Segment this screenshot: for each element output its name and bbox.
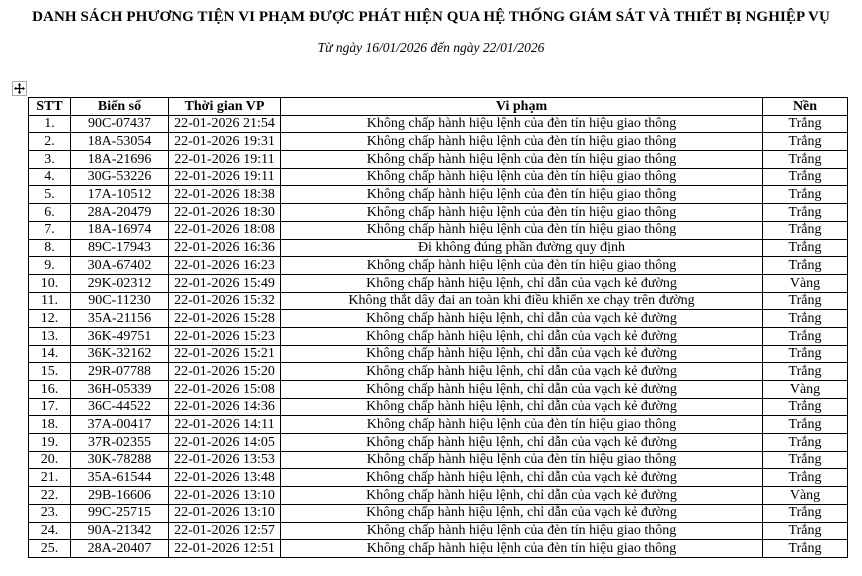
plate-cell: 30G-53226 bbox=[71, 168, 169, 186]
stt-cell: 21. bbox=[29, 469, 71, 487]
plate-color-cell: Trắng bbox=[763, 257, 848, 275]
table-row bbox=[29, 469, 848, 487]
time-cell: 22-01-2026 14:11 bbox=[169, 416, 281, 434]
time-cell: 22-01-2026 13:10 bbox=[169, 504, 281, 522]
plate-color-cell: Vàng bbox=[763, 381, 848, 399]
violation-cell: Không chấp hành hiệu lệnh của đèn tín hiệu giao thông bbox=[281, 540, 763, 558]
plate-color-cell: Trắng bbox=[763, 434, 848, 452]
plate-cell: 36H-05339 bbox=[71, 381, 169, 399]
table-row bbox=[29, 310, 848, 328]
table-row bbox=[29, 540, 848, 558]
move-arrows-icon bbox=[14, 83, 25, 94]
violation-cell: Không chấp hành hiệu lệnh của đèn tín hiệu giao thông bbox=[281, 151, 763, 169]
time-cell: 22-01-2026 18:08 bbox=[169, 221, 281, 239]
stt-cell: 13. bbox=[29, 327, 71, 345]
plate-cell: 90A-21342 bbox=[71, 522, 169, 540]
stt-cell: 4. bbox=[29, 168, 71, 186]
column-header-stt: STT bbox=[29, 98, 71, 116]
stt-cell: 5. bbox=[29, 186, 71, 204]
time-cell: 22-01-2026 15:23 bbox=[169, 327, 281, 345]
violation-cell: Không chấp hành hiệu lệnh của đèn tín hiệu giao thông bbox=[281, 451, 763, 469]
table-row bbox=[29, 504, 848, 522]
table-row bbox=[29, 204, 848, 222]
plate-color-cell: Trắng bbox=[763, 133, 848, 151]
plate-cell: 28A-20407 bbox=[71, 540, 169, 558]
stt-cell: 11. bbox=[29, 292, 71, 310]
time-cell: 22-01-2026 12:57 bbox=[169, 522, 281, 540]
stt-cell: 16. bbox=[29, 381, 71, 399]
table-row bbox=[29, 487, 848, 505]
time-cell: 22-01-2026 13:48 bbox=[169, 469, 281, 487]
stt-cell: 22. bbox=[29, 487, 71, 505]
plate-cell: 30K-78288 bbox=[71, 451, 169, 469]
plate-cell: 29R-07788 bbox=[71, 363, 169, 381]
violation-cell: Không chấp hành hiệu lệnh, chỉ dẫn của vạch kẻ đường bbox=[281, 345, 763, 363]
stt-cell: 17. bbox=[29, 398, 71, 416]
time-cell: 22-01-2026 15:49 bbox=[169, 274, 281, 292]
stt-cell: 6. bbox=[29, 204, 71, 222]
plate-color-cell: Trắng bbox=[763, 416, 848, 434]
stt-cell: 2. bbox=[29, 133, 71, 151]
plate-cell: 28A-20479 bbox=[71, 204, 169, 222]
plate-cell: 30A-67402 bbox=[71, 257, 169, 275]
table-row bbox=[29, 381, 848, 399]
plate-color-cell: Trắng bbox=[763, 327, 848, 345]
table-row bbox=[29, 345, 848, 363]
time-cell: 22-01-2026 19:11 bbox=[169, 151, 281, 169]
plate-cell: 36C-44522 bbox=[71, 398, 169, 416]
time-cell: 22-01-2026 15:20 bbox=[169, 363, 281, 381]
plate-cell: 89C-17943 bbox=[71, 239, 169, 257]
plate-color-cell: Trắng bbox=[763, 204, 848, 222]
table-row bbox=[29, 239, 848, 257]
stt-cell: 25. bbox=[29, 540, 71, 558]
stt-cell: 9. bbox=[29, 257, 71, 275]
plate-cell: 35A-21156 bbox=[71, 310, 169, 328]
plate-cell: 37A-00417 bbox=[71, 416, 169, 434]
violation-cell: Không chấp hành hiệu lệnh của đèn tín hiệu giao thông bbox=[281, 186, 763, 204]
table-row bbox=[29, 451, 848, 469]
violation-cell: Không chấp hành hiệu lệnh của đèn tín hiệu giao thông bbox=[281, 221, 763, 239]
plate-cell: 35A-61544 bbox=[71, 469, 169, 487]
violation-cell: Không chấp hành hiệu lệnh, chỉ dẫn của vạch kẻ đường bbox=[281, 381, 763, 399]
time-cell: 22-01-2026 18:38 bbox=[169, 186, 281, 204]
violation-cell: Không chấp hành hiệu lệnh, chỉ dẫn của vạch kẻ đường bbox=[281, 327, 763, 345]
plate-cell: 18A-16974 bbox=[71, 221, 169, 239]
violation-cell: Không chấp hành hiệu lệnh, chỉ dẫn của vạch kẻ đường bbox=[281, 310, 763, 328]
time-cell: 22-01-2026 19:31 bbox=[169, 133, 281, 151]
plate-cell: 17A-10512 bbox=[71, 186, 169, 204]
stt-cell: 3. bbox=[29, 151, 71, 169]
table-row bbox=[29, 168, 848, 186]
violation-cell: Không chấp hành hiệu lệnh, chỉ dẫn của vạch kẻ đường bbox=[281, 469, 763, 487]
time-cell: 22-01-2026 15:32 bbox=[169, 292, 281, 310]
violation-cell: Không chấp hành hiệu lệnh, chỉ dẫn của vạch kẻ đường bbox=[281, 398, 763, 416]
time-cell: 22-01-2026 12:51 bbox=[169, 540, 281, 558]
table-row bbox=[29, 151, 848, 169]
plate-cell: 36K-32162 bbox=[71, 345, 169, 363]
table-row bbox=[29, 133, 848, 151]
plate-color-cell: Trắng bbox=[763, 504, 848, 522]
stt-cell: 7. bbox=[29, 221, 71, 239]
column-header-plate: Biển số bbox=[71, 98, 169, 116]
stt-cell: 20. bbox=[29, 451, 71, 469]
plate-color-cell: Trắng bbox=[763, 469, 848, 487]
stt-cell: 19. bbox=[29, 434, 71, 452]
time-cell: 22-01-2026 15:08 bbox=[169, 381, 281, 399]
violation-cell: Không chấp hành hiệu lệnh của đèn tín hiệu giao thông bbox=[281, 416, 763, 434]
time-cell: 22-01-2026 18:30 bbox=[169, 204, 281, 222]
violation-cell: Không chấp hành hiệu lệnh, chỉ dẫn của vạch kẻ đường bbox=[281, 487, 763, 505]
violation-cell: Không chấp hành hiệu lệnh của đèn tín hiệu giao thông bbox=[281, 204, 763, 222]
table-row bbox=[29, 522, 848, 540]
plate-color-cell: Trắng bbox=[763, 310, 848, 328]
violations-table-body bbox=[29, 115, 848, 557]
plate-color-cell: Trắng bbox=[763, 540, 848, 558]
stt-cell: 23. bbox=[29, 504, 71, 522]
table-row bbox=[29, 257, 848, 275]
plate-color-cell: Trắng bbox=[763, 398, 848, 416]
plate-cell: 18A-53054 bbox=[71, 133, 169, 151]
plate-color-cell: Trắng bbox=[763, 345, 848, 363]
plate-color-cell: Trắng bbox=[763, 363, 848, 381]
table-row bbox=[29, 434, 848, 452]
table-row bbox=[29, 398, 848, 416]
plate-cell: 36K-49751 bbox=[71, 327, 169, 345]
page-title: DANH SÁCH PHƯƠNG TIỆN VI PHẠM ĐƯỢC PHÁT HIỆN QUA HỆ THỐNG GIÁM SÁT VÀ THIẾT BỊ NGHIỆP VỤ bbox=[32, 9, 830, 25]
time-cell: 22-01-2026 13:53 bbox=[169, 451, 281, 469]
time-cell: 22-01-2026 19:11 bbox=[169, 168, 281, 186]
stt-cell: 18. bbox=[29, 416, 71, 434]
plate-cell: 29K-02312 bbox=[71, 274, 169, 292]
stt-cell: 12. bbox=[29, 310, 71, 328]
plate-cell: 90C-07437 bbox=[71, 115, 169, 133]
stt-cell: 8. bbox=[29, 239, 71, 257]
table-row bbox=[29, 221, 848, 239]
page-subtitle: Từ ngày 16/01/2026 đến ngày 22/01/2026 bbox=[317, 40, 545, 55]
plate-color-cell: Trắng bbox=[763, 115, 848, 133]
plate-cell: 29B-16606 bbox=[71, 487, 169, 505]
table-move-handle[interactable] bbox=[12, 81, 27, 96]
table-row bbox=[29, 416, 848, 434]
violation-cell: Không chấp hành hiệu lệnh, chỉ dẫn của vạch kẻ đường bbox=[281, 363, 763, 381]
time-cell: 22-01-2026 21:54 bbox=[169, 115, 281, 133]
plate-color-cell: Trắng bbox=[763, 239, 848, 257]
plate-color-cell: Trắng bbox=[763, 221, 848, 239]
violations-table bbox=[28, 97, 848, 558]
table-row bbox=[29, 327, 848, 345]
violation-cell: Không chấp hành hiệu lệnh, chỉ dẫn của vạch kẻ đường bbox=[281, 274, 763, 292]
plate-color-cell: Trắng bbox=[763, 292, 848, 310]
plate-color-cell: Trắng bbox=[763, 451, 848, 469]
violation-cell: Không chấp hành hiệu lệnh của đèn tín hiệu giao thông bbox=[281, 115, 763, 133]
violation-cell: Không chấp hành hiệu lệnh của đèn tín hiệu giao thông bbox=[281, 522, 763, 540]
plate-color-cell: Trắng bbox=[763, 522, 848, 540]
plate-cell: 18A-21696 bbox=[71, 151, 169, 169]
plate-color-cell: Trắng bbox=[763, 168, 848, 186]
plate-cell: 99C-25715 bbox=[71, 504, 169, 522]
table-row bbox=[29, 186, 848, 204]
time-cell: 22-01-2026 16:36 bbox=[169, 239, 281, 257]
stt-cell: 1. bbox=[29, 115, 71, 133]
stt-cell: 10. bbox=[29, 274, 71, 292]
stt-cell: 14. bbox=[29, 345, 71, 363]
plate-color-cell: Trắng bbox=[763, 151, 848, 169]
plate-cell: 90C-11230 bbox=[71, 292, 169, 310]
time-cell: 22-01-2026 16:23 bbox=[169, 257, 281, 275]
table-row bbox=[29, 292, 848, 310]
violation-cell: Không chấp hành hiệu lệnh, chỉ dẫn của vạch kẻ đường bbox=[281, 434, 763, 452]
time-cell: 22-01-2026 13:10 bbox=[169, 487, 281, 505]
time-cell: 22-01-2026 14:36 bbox=[169, 398, 281, 416]
time-cell: 22-01-2026 15:21 bbox=[169, 345, 281, 363]
time-cell: 22-01-2026 14:05 bbox=[169, 434, 281, 452]
plate-cell: 37R-02355 bbox=[71, 434, 169, 452]
time-cell: 22-01-2026 15:28 bbox=[169, 310, 281, 328]
violation-cell: Không chấp hành hiệu lệnh của đèn tín hiệu giao thông bbox=[281, 257, 763, 275]
violation-cell: Đi không đúng phần đường quy định bbox=[281, 239, 763, 257]
plate-color-cell: Vàng bbox=[763, 487, 848, 505]
plate-color-cell: Vàng bbox=[763, 274, 848, 292]
plate-color-cell: Trắng bbox=[763, 186, 848, 204]
table-row bbox=[29, 115, 848, 133]
table-row bbox=[29, 274, 848, 292]
violation-cell: Không chấp hành hiệu lệnh của đèn tín hiệu giao thông bbox=[281, 168, 763, 186]
violation-cell: Không chấp hành hiệu lệnh, chỉ dẫn của vạch kẻ đường bbox=[281, 504, 763, 522]
column-header-plate-bg: Nền bbox=[763, 98, 848, 116]
table-row bbox=[29, 363, 848, 381]
violation-cell: Không thắt dây đai an toàn khi điều khiển xe chạy trên đường bbox=[281, 292, 763, 310]
column-header-time: Thời gian VP bbox=[169, 98, 281, 116]
table-header-row bbox=[29, 98, 848, 116]
violation-cell: Không chấp hành hiệu lệnh của đèn tín hiệu giao thông bbox=[281, 133, 763, 151]
stt-cell: 24. bbox=[29, 522, 71, 540]
column-header-violation: Vi phạm bbox=[281, 98, 763, 116]
stt-cell: 15. bbox=[29, 363, 71, 381]
